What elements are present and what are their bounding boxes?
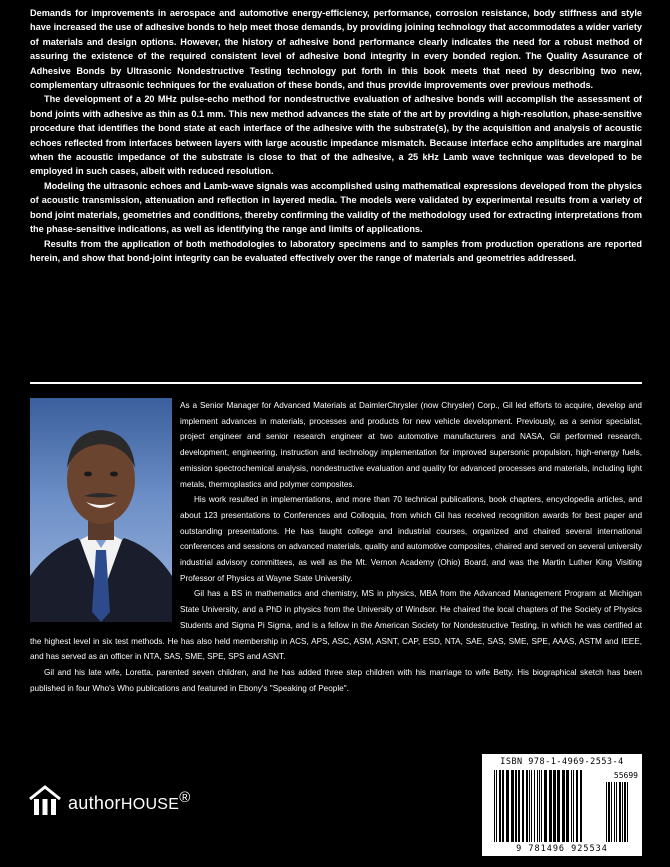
addon-bar (606, 782, 607, 842)
ean-number: 9 781496 925534 (516, 844, 608, 854)
barcode-bar (537, 770, 538, 842)
barcode-bar (515, 770, 517, 842)
barcode-bar (557, 770, 560, 842)
addon-bar (611, 782, 612, 842)
publisher-name-lower: author (68, 792, 121, 813)
section-divider (30, 382, 642, 384)
barcode-bar (580, 770, 582, 842)
barcode-bar (499, 770, 501, 842)
addon-bar (616, 782, 617, 842)
barcode-bar (502, 770, 504, 842)
price-code: 55699 (613, 771, 638, 780)
publisher-name (68, 789, 191, 814)
barcode-bar (573, 770, 574, 842)
description-paragraph-3: Modeling the ultrasonic echoes and Lamb-wave signals was accomplished using mathematical expressions developed from the physics of acoustic transmission, attenuation and reflection in layered media. The models were validated by experimental results from a variety of bond joint materials, geometries and conditions, thereby confirming the validity of the methodology used for extracting interpretations from the phase-sensitive indications, as well as identifying the range and limits of applications. (30, 180, 642, 235)
barcode-bar (539, 770, 540, 842)
addon-bar (627, 782, 628, 842)
addon-bar (619, 782, 621, 842)
barcode-bars (482, 754, 642, 856)
barcode-bar (518, 770, 520, 842)
barcode-bar (553, 770, 556, 842)
publisher-logo (28, 784, 228, 818)
barcode-bar (544, 770, 547, 842)
barcode-bar (576, 770, 578, 842)
author-biography (30, 398, 642, 696)
description-paragraph-4: Results from the application of both methodologies to laboratory specimens and to samples from production operations are reported herein, and show that bond-joint integrity can be evaluated effectively over the range of materials and geometries addressed. (30, 238, 642, 263)
bio-paragraph-3: Gil has a BS in mathematics and chemistry, MS in physics, MBA from the Advanced Management Program at Michigan State University, and a PhD in physics from the University of Windsor. He chaired the local chapters of the Society of Physics Students and Sigma Pi Sigma, and is a fellow in the American Society for Nondestructive Testing, in which he was certified at the highest level in six test methods. He has also held membership in ACS, APS, ASC, ASM, ASNT, CAP, ESD, NTA, SAE, SAS, SME, SPE, AAAS, ASTM and IEEE, and has served as an officer in NTA, SAS, SME, SPE, SPS and ASNT. (30, 589, 642, 662)
addon-bar (624, 782, 626, 842)
bio-paragraph-2: His work resulted in implementations, and more than 70 technical publications, book chapters, encyclopedia articles, and about 123 presentations to Conferences and Colloquia, from which Gil has received recognition awards for best paper and outstanding presentations. He has taught college and industrial courses, organized and chaired several international conferences and sessions on advanced materials, quality and automotive composites, chaired and served on several university industrial advisory committees, as well as the Mt. Vernon Academy (Ohio) Board, and was the Martin Luther King Visiting Professor of Physics at Wayne State University. (180, 495, 642, 583)
description-paragraph-1: Demands for improvements in aerospace and automotive energy-efficiency, performance, corrosion resistance, body stiffness and style have increased the use of adhesive bonds to help meet those demands, by providing joining technology that accommodates a wider variety of materials and design options. However, the history of adhesive bond performance clearly indicates the need for a robust method of assuring the existence of the required consistent level of adhesive bond integrity in every bonded region. The Quality Assurance of Adhesive Bonds by Ultrasonic Nondestructive Testing technology put forth in this book meets that need by describing two new, complementary ultrasonic techniques for the evaluation of these bonds, and thus provide improvements over previous methods. (30, 8, 642, 91)
registered-mark: ® (179, 788, 191, 806)
isbn-text: ISBN 978-1-4969-2553-4 (500, 757, 624, 767)
barcode-bar (522, 770, 524, 842)
barcode-panel (482, 754, 642, 856)
barcode-bar (566, 770, 569, 842)
bio-paragraph-4: Gil and his late wife, Loretta, parented seven children, and he has added three step children with his marriage to wife Betty. His biographical sketch has been published in four Who's Who publications and featured in Ebony's "Speaking of People". (30, 667, 642, 693)
barcode-bar (562, 770, 565, 842)
description-paragraph-2: The development of a 20 MHz pulse-echo method for nondestructive evaluation of adhesive bonds will accomplish the assessment of bond joints with adhesive as thin as 0.1 mm. This new method advances the state of the art by providing a high-resolution, phase-sensitive procedure that identifies the bond state at each interface of the adhesive with the substrate(s), by the acquisition and analysis of acoustic echoes reflected from interfaces between layers with large acoustic impedance mismatch. Because interface echo amplitudes are marginal when the acoustic impedance of the substrate is close to that of the adhesive, a 25 kHz Lamb wave technique was developed to be employed in such cases, albeit with reduced resolution. (30, 94, 642, 177)
barcode-bar (549, 770, 552, 842)
barcode-bar (496, 770, 497, 842)
addon-bar (614, 782, 615, 842)
barcode-bar (571, 770, 572, 842)
photo-spacer (30, 398, 180, 624)
publisher-name-caps: HOUSE (120, 795, 180, 813)
barcode-bar (526, 770, 528, 842)
addon-bar (608, 782, 610, 842)
barcode-bar (531, 770, 532, 842)
barcode-bar (529, 770, 530, 842)
barcode-bar (511, 770, 514, 842)
authorhouse-house-icon (28, 785, 62, 817)
barcode-bar (494, 770, 495, 842)
barcode-bar (506, 770, 509, 842)
barcode-bar (541, 770, 542, 842)
bio-paragraph-1: As a Senior Manager for Advanced Materials at DaimlerChrysler (now Chrysler) Corp., Gil led efforts to acquire, develop and implement advances in materials, processes and products for new vehicle development. Previously, as a senior specialist, project engineer and senior research engineer at two automotive manufacturers and NASA, Gil performed research, development, engineering, instruction and technology implementation for improved supersonic propulsion, high-energy fuels, emission spectrochemical analysis, nondestructive evaluation and quality for advanced processes and materials, including light metals, thermoplastics and polymer composites. (180, 401, 642, 489)
addon-bar (622, 782, 623, 842)
book-description (30, 6, 642, 265)
barcode-bar (534, 770, 535, 842)
